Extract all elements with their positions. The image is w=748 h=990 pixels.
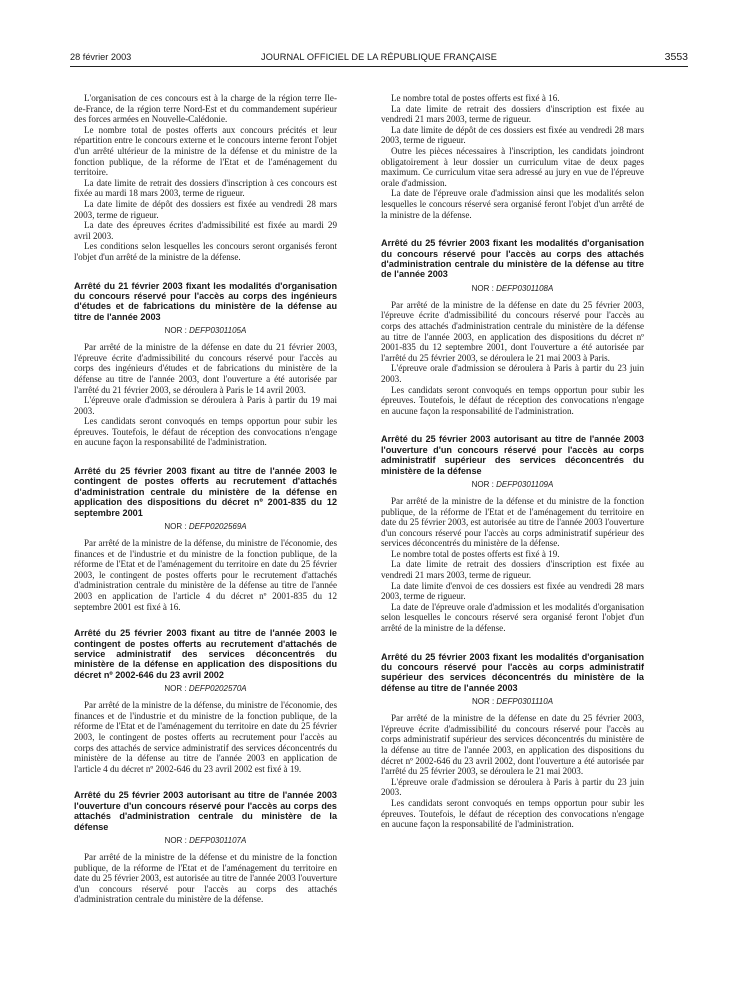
nor-label: NOR : bbox=[164, 684, 187, 694]
nor-code: DEFP0301110A bbox=[496, 697, 554, 707]
decree-section bbox=[74, 790, 337, 905]
paragraph: Les conditions selon lesquelles les concours seront organisés feront l'objet d'un arrêté de la ministre de la défense. bbox=[74, 241, 337, 262]
paragraph: Le nombre total de postes offerts est fixé à 19. bbox=[391, 548, 560, 559]
nor-reference bbox=[74, 684, 337, 694]
issue-date: 28 février 2003 bbox=[70, 52, 132, 62]
paragraph: La date limite de retrait des dossiers d'inscription est fixée au vendredi 21 mars 2003, terme de rigueur. bbox=[381, 559, 644, 581]
paragraph: L'épreuve orale d'admission se déroulera à Paris à partir du 23 juin 2003. bbox=[381, 776, 644, 798]
decree-section bbox=[74, 466, 337, 612]
paragraph: Les candidats seront convoqués en temps opportun pour subir les épreuves. Toutefois, le défaut de réception des convocations n'engage en aucune façon la responsabilité de l'administration. bbox=[74, 416, 337, 448]
paragraph: La date limite de retrait des dossiers d'inscription à ces concours est fixée au mardi 18 mars 2003, terme de rigueur. bbox=[74, 177, 337, 199]
decree-title: Arrêté du 25 février 2003 fixant les modalités d'organisation du concours réservé pour l'accès au corps des attachés d'administration centrale du ministère de la défense au titre de l'année 2003 bbox=[381, 238, 644, 280]
continued-text bbox=[381, 93, 644, 220]
decree-section bbox=[74, 628, 337, 774]
paragraph: La date limite de retrait des dossiers d'inscription est fixée au vendredi 21 mars 2003, terme de rigueur. bbox=[381, 103, 644, 125]
nor-code: DEFP0202569A bbox=[188, 522, 247, 532]
nor-label: NOR : bbox=[164, 836, 187, 846]
nor-code: DEFP0202570A bbox=[188, 684, 247, 694]
paragraph: Par arrêté de la ministre de la défense en date du 25 février 2003, l'épreuve écrite d'admissibilité du concours réservé pour l'accès au corps administratif supérieur des services déconcentrés du ministère de la défense au titre de l'année 2003, en application des dispositions du décret nº 2002-646 du 23 avril 2002, dont l'ouverture a été autorisée par l'arrêté du 25 février 2003, se déroulera le 21 mai 2003. bbox=[381, 713, 644, 777]
paragraph: Le nombre total de postes offerts aux concours précités et leur répartition entre le concours externe et le concours interne feront l'objet d'un arrêté ultérieur de la ministre de la défense et du ministre de la fonction publique, de la réforme de l'Etat et de l'aménagement du territoire. bbox=[74, 124, 337, 178]
nor-code: DEFP0301109A bbox=[496, 479, 554, 489]
paragraph: Outre les pièces nécessaires à l'inscription, les candidats joindront obligatoirement à leur dossier un curriculum vitae de deux pages maximum. Ce curriculum vitae sera adressé au jury en vue de l'épreuve orale d'admission. bbox=[381, 145, 644, 188]
decree-title: Arrêté du 25 février 2003 fixant au titre de l'année 2003 le contingent de postes offerts au recrutement d'attachés de service administratif des services déconcentrés du ministère de la défense en application des dispositions du décret nº 2002-646 du 23 avril 2002 bbox=[74, 628, 337, 680]
paragraph: L'épreuve orale d'admission se déroulera à Paris à partir du 23 juin 2003. bbox=[381, 363, 644, 384]
nor-reference bbox=[381, 284, 644, 294]
paragraph: La date de l'épreuve orale d'admission et les modalités d'organisation selon lesquelles le concours réservé sera organisé feront l'objet d'un arrêté de la ministre de la défense. bbox=[381, 601, 644, 634]
decree-section bbox=[381, 434, 644, 633]
nor-code: DEFP0301107A bbox=[189, 836, 247, 846]
decree-title: Arrêté du 25 février 2003 autorisant au titre de l'année 2003 l'ouverture d'un concours réservé pour l'accès au corps administratif supérieur des services déconcentrés du ministère de la défense bbox=[381, 434, 644, 476]
paragraph: Par arrêté de la ministre de la défense et du ministre de la fonction publique, de la réforme de l'Etat et de l'aménagement du territoire en date du 25 février 2003, est autorisée au titre de l'année 2003 l'ouverture d'un concours réservé pour l'accès au corps des attachés d'administration centrale du ministère de la défense. bbox=[74, 852, 337, 905]
decree-title: Arrêté du 21 février 2003 fixant les modalités d'organisation du concours réservé pour l'accès au corps des ingénieurs d'études et de fabrications du ministère de la défense au titre de l'année 2003 bbox=[74, 280, 337, 322]
decree-title: Arrêté du 25 février 2003 fixant les modalités d'organisation du concours réservé pour l'accès au corps administratif supérieur des services déconcentrés du ministère de la défense au titre de l'année 2003 bbox=[381, 651, 644, 693]
decree-section bbox=[381, 238, 644, 416]
nor-reference bbox=[381, 697, 644, 707]
page-header bbox=[70, 50, 688, 66]
header-rule bbox=[70, 66, 688, 67]
right-column bbox=[381, 93, 644, 830]
paragraph: La date limite d'envoi de ces dossiers est fixée au vendredi 28 mars 2003, terme de rigueur. bbox=[381, 580, 644, 602]
paragraph: Par arrêté de la ministre de la défense et du ministre de la fonction publique, de la réforme de l'Etat et de l'aménagement du territoire en date du 25 février 2003, est autorisée au titre de l'année 2003 l'ouverture d'un concours réservé pour l'accès au corps administratif supérieur des services déconcentrés du ministère de la défense. bbox=[381, 495, 644, 549]
paragraph: Le nombre total de postes offerts est fixé à 16. bbox=[391, 93, 560, 103]
decree-section bbox=[381, 652, 644, 830]
paragraph: La date de l'épreuve orale d'admission ainsi que les modalités selon lesquelles le concours réservé sera organisé feront l'objet d'un arrêté de la ministre de la défense. bbox=[381, 188, 644, 220]
left-column bbox=[74, 93, 337, 905]
nor-label: NOR : bbox=[471, 283, 494, 293]
nor-reference bbox=[74, 522, 337, 532]
nor-code: DEFP0301108A bbox=[496, 283, 554, 293]
paragraph: Les candidats seront convoqués en temps opportun pour subir les épreuves. Toutefois, le défaut de réception des convocations n'engage en aucune façon la responsabilité de l'administration. bbox=[381, 798, 644, 830]
paragraph: Par arrêté de la ministre de la défense, du ministre de l'économie, des finances et de l'industrie et du ministre de la fonction publique, de la réforme de l'Etat et de l'aménagement du territoire en date du 25 février 2003, le contingent de postes offerts au recrutement pour l'accès au corps des attachés de service administratif des services déconcentrés du ministère de la défense au titre de l'année 2003 en application de l'article 4 du décret nº 2002-646 du 23 avril 2002 est fixé à 19. bbox=[74, 700, 337, 774]
paragraph: Par arrêté de la ministre de la défense en date du 25 février 2003, l'épreuve écrite d'admissibilité du concours réservé pour l'accès au corps des attachés d'administration centrale du ministère de la défense au titre de l'année 2003, en application des dispositions du décret nº 2001-835 du 12 septembre 2001, dont l'ouverture a été autorisée par l'arrêté du 25 février 2003, se déroulera le 21 mai 2003 à Paris. bbox=[381, 299, 644, 363]
paragraph: Par arrêté de la ministre de la défense en date du 21 février 2003, l'épreuve écrite d'admissibilité du concours réservé pour l'accès au corps des ingénieurs d'études et de fabrications du ministère de la défense au titre de l'année 2003, dont l'ouverture a été autorisée par l'arrêté du 21 février 2003, se déroulera à Paris le 14 avril 2003. bbox=[74, 342, 337, 395]
paragraph: L'épreuve orale d'admission se déroulera à Paris à partir du 19 mai 2003. bbox=[74, 395, 337, 416]
paragraph: Les candidats seront convoqués en temps opportun pour subir les épreuves. Toutefois, le défaut de réception des convocations n'engage en aucune façon la responsabilité de l'administration. bbox=[381, 384, 644, 416]
decree-title: Arrêté du 25 février 2003 autorisant au titre de l'année 2003 l'ouverture d'un concours réservé pour l'accès au corps des attachés d'administration centrale du ministère de la défense bbox=[74, 790, 337, 832]
decree-title: Arrêté du 25 février 2003 fixant au titre de l'année 2003 le contingent de postes offerts au recrutement d'attachés d'administration centrale du ministère de la défense en application des dispositions du décret nº 2001-835 du 12 septembre 2001 bbox=[74, 466, 337, 518]
nor-reference bbox=[74, 326, 337, 336]
nor-label: NOR : bbox=[471, 479, 494, 489]
nor-code: DEFP0301105A bbox=[189, 326, 247, 336]
paragraph: La date des épreuves écrites d'admissibilité est fixée au mardi 29 avril 2003. bbox=[74, 220, 337, 241]
nor-label: NOR : bbox=[471, 697, 495, 707]
decree-section bbox=[74, 281, 337, 449]
paragraph: Par arrêté de la ministre de la défense, du ministre de l'économie, des finances et de l'industrie et du ministre de la fonction publique, de la réforme de l'Etat et de l'aménagement du territoire en date du 25 février 2003, le contingent de postes offerts pour le recrutement d'attachés d'administration centrale du ministère de la défense au titre de l'année 2003 en application de l'article 4 du décret nº 2001-835 du 12 septembre 2001 est fixé à 16. bbox=[74, 538, 337, 612]
continued-text bbox=[74, 93, 337, 263]
paragraph: L'organisation de ces concours est à la charge de la région terre Ile-de-France, de la région terre Nord-Est et du commandement supérieur des forces armées en Nouvelle-Calédonie. bbox=[74, 93, 337, 125]
paragraph: La date limite de dépôt de ces dossiers est fixée au vendredi 28 mars 2003, terme de rigueur. bbox=[381, 124, 644, 146]
nor-reference bbox=[74, 836, 337, 846]
nor-reference bbox=[381, 480, 644, 490]
nor-label: NOR : bbox=[164, 522, 187, 532]
journal-title: JOURNAL OFFICIEL DE LA RÉPUBLIQUE FRANÇAISE bbox=[261, 52, 497, 62]
paragraph: La date limite de dépôt des dossiers est fixée au vendredi 28 mars 2003, terme de rigueur. bbox=[74, 198, 337, 220]
page-number: 3553 bbox=[664, 51, 688, 63]
nor-label: NOR : bbox=[164, 326, 187, 336]
